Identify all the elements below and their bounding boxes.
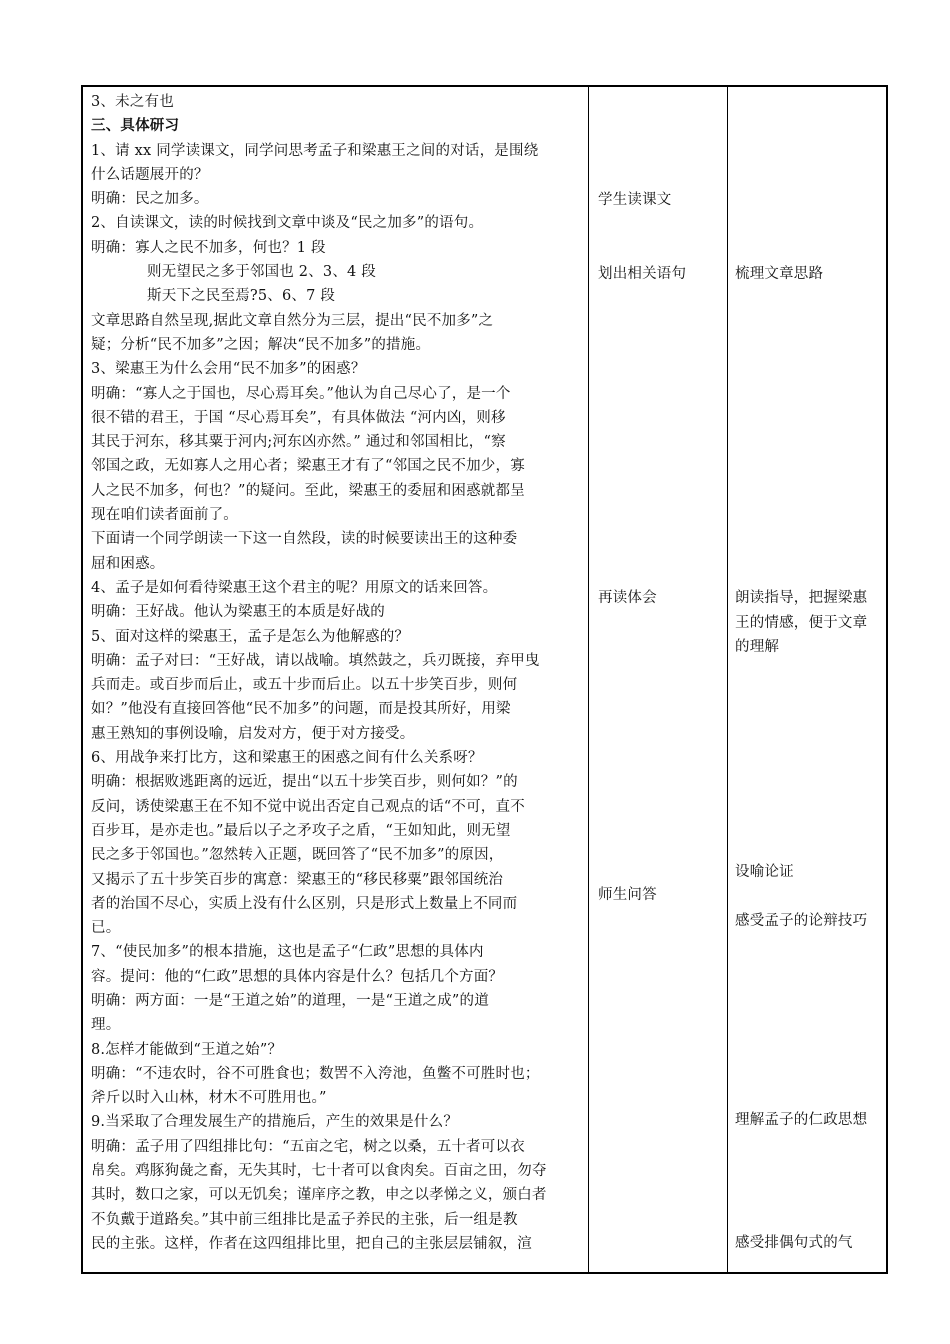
content-line: 明确：“不违农时，谷不可胜食也；数罟不入洿池，鱼鳖不可胜时也； [91,1065,540,1082]
content-line: 帛矣。鸡豚狗彘之畜，无失其时，七十者可以食肉矣。百亩之田，勿夺 [91,1163,547,1180]
content-line: 则无望民之多于邻国也 2、3、4 段 [147,264,376,281]
content-line: 文章思路自然呈现,据此文章自然分为三层，提出“民不加多”之 [91,312,494,329]
design-intent: 梳理文章思路 [735,266,824,282]
column-divider-1 [588,87,589,1272]
content-line: 反问，诱使梁惠王在不知不觉中说出否定自己观点的话“不可，直不 [91,798,525,815]
content-line: 2、自读课文，读的时候找到文章中谈及“民之加多”的语句。 [91,215,484,232]
content-line: 明确：孟子对曰：“王好战，请以战喻。填然鼓之，兵刃既接，弃甲曳 [91,652,540,669]
content-line: 斯天下之民至焉?5、6、7 段 [147,288,336,305]
content-line: 明确：王好战。他认为梁惠王的本质是好战的 [91,604,385,621]
content-line: 明确：两方面：一是“王道之始”的道理，一是“王道之成”的道 [91,992,489,1009]
content-line: 3、梁惠王为什么会用“民不加多”的困惑？ [91,361,366,378]
content-line: 兵而走。或百步而后止，或五十步而后止。以五十步笑百步，则何 [91,677,518,694]
content-line: 百步耳，是亦走也。”最后以子之矛攻子之盾，“王如知此，则无望 [91,822,511,839]
content-line: 已。 [91,920,121,937]
content-line: 7、“使民加多”的根本措施，这也是孟子“仁政”思想的具体内 [91,944,484,961]
content-line: 者的治国不尽心，实质上没有什么区别，只是形式上数量上不同而 [91,895,518,912]
content-line: 明确：寡人之民不加多，何也？1 段 [91,239,326,256]
content-line: 斧斤以时入山林，材木不可胜用也。” [91,1090,327,1107]
design-intent: 感受排偶句式的气 [735,1235,853,1251]
content-line: 不负戴于道路矣。”其中前三组排比是孟子养民的主张，后一组是教 [91,1211,518,1228]
content-line: 民的主张。这样，作者在这四组排比里，把自己的主张层层铺叙，渲 [91,1235,532,1252]
student-activity: 再读体会 [598,590,657,606]
content-line: 6、用战争来打比方，这和梁惠王的困惑之间有什么关系呀？ [91,750,483,767]
content-line: 惠王熟知的事例设喻，启发对方，便于对方接受。 [91,725,415,742]
student-activity: 学生读课文 [598,192,672,208]
content-line: 1、请 xx 同学读课文，同学问思考孟子和梁惠王之间的对话，是围绕 [91,142,539,159]
content-line: 容。提问：他的“仁政”思想的具体内容是什么？包括几个方面？ [91,968,504,985]
content-line: 明确：根据败逃距离的远近，提出“以五十步笑百步，则何如？”的 [91,774,518,791]
content-line: 屈和困惑。 [91,555,165,572]
content-line: 疑；分析“民不加多”之因；解决“民不加多”的措施。 [91,336,431,353]
student-activity: 师生问答 [598,887,657,903]
student-activity: 划出相关语句 [598,266,687,282]
content-line: 理。 [91,1017,121,1034]
design-intent: 理解孟子的仁政思想 [735,1112,868,1128]
content-line: 明确：“寡人之于国也，尽心焉耳矣。”他认为自己尽心了，是一个 [91,385,511,402]
content-line: 人之民不加多，何也？”的疑问。至此，梁惠王的委屈和困惑就都呈 [91,482,525,499]
content-line: 下面请一个同学朗读一下这一自然段，读的时候要读出王的这种委 [91,531,518,548]
content-line: 什么话题展开的？ [91,166,209,183]
content-line: 8.怎样才能做到“王道之始”？ [91,1041,283,1058]
design-intent: 朗读指导，把握梁惠王的情感，便于文章的理解 [735,590,868,655]
content-line: 民之多于邻国也。”忽然转入正题，既回答了“民不加多”的原因， [91,847,504,864]
content-line: 4、孟子是如何看待梁惠王这个君主的呢？用原文的话来回答。 [91,579,498,596]
design-intent: 设喻论证 [735,864,794,880]
content-line: 明确：民之加多。 [91,191,209,208]
lesson-plan-table [81,85,888,1274]
content-line: 其时，数口之家，可以无饥矣；谨庠序之教，申之以孝悌之义，颁白者 [91,1187,547,1204]
content-line: 3、未之有也 [91,94,174,110]
content-line: 又揭示了五十步笑百步的寓意：梁惠王的“移民移粟”跟邻国统治 [91,871,504,888]
content-line: 三、具体研习 [91,117,180,135]
content-line: 现在咱们读者面前了。 [91,507,238,524]
content-line: 很不错的君王，于国 “尽心焉耳矣”，有具体做法 “河内凶，则移 [91,409,506,426]
content-line: 5、面对这样的梁惠王，孟子是怎么为他解惑的？ [91,628,410,645]
teaching-content-column [91,90,586,1256]
design-intent: 感受孟子的论辩技巧 [735,913,868,929]
content-line: 其民于河东，移其粟于河内;河东凶亦然。” 通过和邻国相比，“察 [91,434,506,451]
content-line: 明确：孟子用了四组排比句：“五亩之宅，树之以桑，五十者可以衣 [91,1138,525,1155]
content-line: 邻国之政，无如寡人之用心者；梁惠王才有了“邻国之民不加少，寡 [91,458,525,475]
content-line: 如？”他没有直接回答他“民不加多”的问题，而是投其所好，用梁 [91,701,511,718]
content-line: 9.当采取了合理发展生产的措施后，产生的效果是什么？ [91,1114,459,1131]
